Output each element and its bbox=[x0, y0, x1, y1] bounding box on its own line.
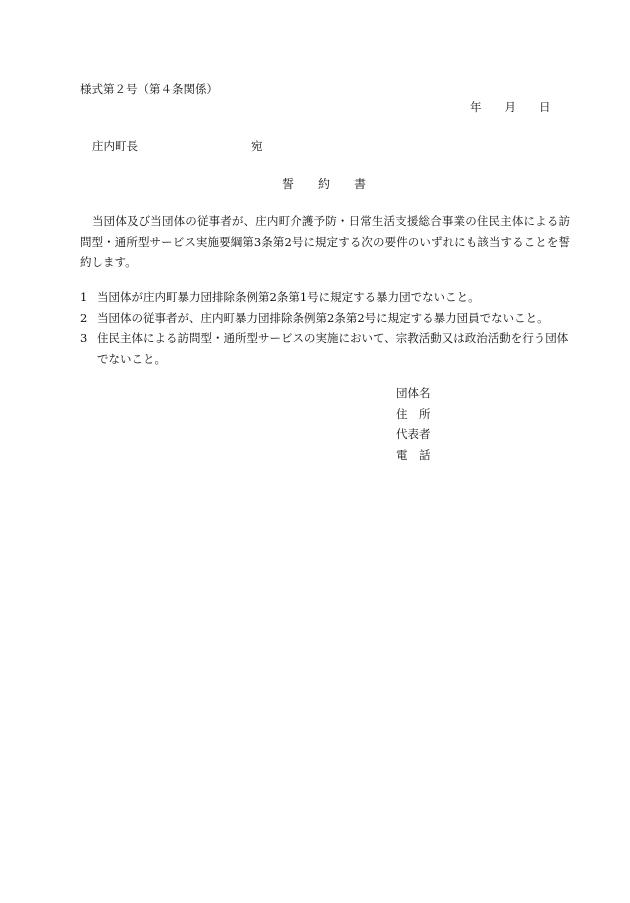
addressee-honorific: 宛 bbox=[251, 139, 263, 153]
form-number: 様式第２号（第４条関係） bbox=[80, 82, 218, 96]
addressee: 庄内町長 bbox=[92, 139, 138, 153]
document-title: 誓 約 書 bbox=[282, 177, 367, 191]
item-number: 1 bbox=[80, 290, 88, 304]
org-name-label: 団体名 bbox=[396, 386, 431, 400]
list-item bbox=[80, 308, 575, 329]
requirement-list bbox=[80, 287, 575, 369]
list-item bbox=[80, 287, 575, 308]
item-number: 2 bbox=[80, 310, 88, 325]
list-item bbox=[80, 328, 575, 369]
item-text: 当団体の従事者が、庄内町暴力団排除条例第2条第2号に規定する暴力団員でないこと。 bbox=[97, 310, 549, 325]
signature-block bbox=[396, 383, 431, 465]
phone-label: 電 話 bbox=[396, 447, 431, 462]
item-text: 当団体が庄内町暴力団排除条例第2条第1号に規定する暴力団でないこと。 bbox=[97, 290, 480, 304]
pledge-body: 当団体及び当団体の従事者が、庄内町介護予防・日常生活支援総合事業の住民主体による訪問型・通所型サービス実施要綱第3条第2号に規定する次の要件のいずれにも該当することを誓約します。 bbox=[80, 214, 570, 269]
item-text: 住民主体による訪問型・通所型サービスの実施において、宗教活動又は政治活動を行う団体でないこと。 bbox=[97, 331, 569, 366]
item-number: 3 bbox=[80, 331, 88, 345]
address-label: 住 所 bbox=[396, 406, 431, 421]
representative-label: 代表者 bbox=[396, 427, 431, 441]
date-line: 年 月 日 bbox=[470, 100, 551, 114]
